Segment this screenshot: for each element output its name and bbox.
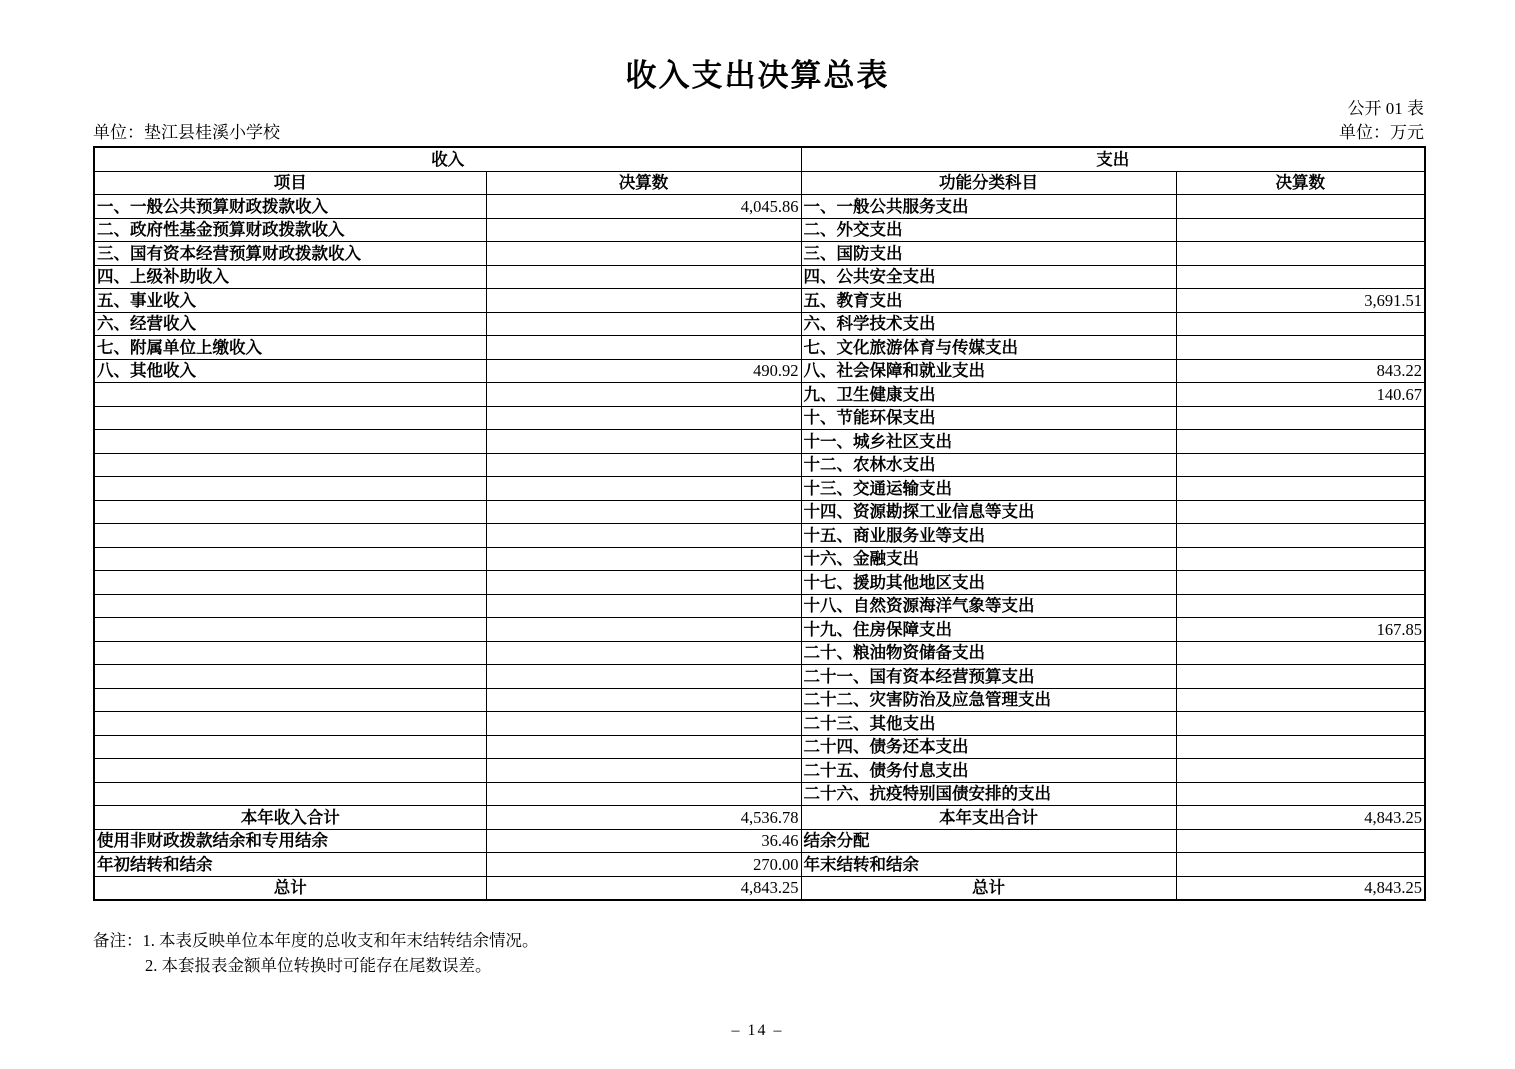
table-row — [94, 383, 1425, 407]
summary-row — [94, 829, 1425, 853]
expense-item-value — [1176, 688, 1425, 712]
income-item-label — [94, 735, 486, 759]
table-row — [94, 712, 1425, 736]
income-item-value — [486, 453, 801, 477]
expense-item-value — [1176, 406, 1425, 430]
table-row — [94, 759, 1425, 783]
expense-item-label: 二、外交支出 — [801, 218, 1176, 242]
col-header-item: 项目 — [94, 171, 486, 195]
income-item-label — [94, 665, 486, 689]
note-line-2 — [93, 953, 539, 978]
summary-right-value — [1176, 853, 1425, 877]
summary-left-label: 本年收入合计 — [94, 806, 486, 830]
section-header-row — [94, 147, 1425, 171]
table-row — [94, 195, 1425, 219]
budget-summary-table — [93, 146, 1426, 901]
col-header-amount: 决算数 — [486, 171, 801, 195]
expense-item-value — [1176, 712, 1425, 736]
income-item-value — [486, 759, 801, 783]
expense-item-value: 167.85 — [1176, 618, 1425, 642]
expense-item-value — [1176, 759, 1425, 783]
expense-item-label: 六、科学技术支出 — [801, 312, 1176, 336]
expense-item-label: 二十三、其他支出 — [801, 712, 1176, 736]
income-item-label: 一、一般公共预算财政拨款收入 — [94, 195, 486, 219]
expense-item-label: 二十六、抗疫特别国债安排的支出 — [801, 782, 1176, 806]
summary-right-value — [1176, 829, 1425, 853]
summary-left-value: 4,536.78 — [486, 806, 801, 830]
summary-right-value: 4,843.25 — [1176, 806, 1425, 830]
doc-number: 公开 01 表 — [1347, 99, 1424, 118]
income-section-header: 收入 — [94, 147, 801, 171]
expense-item-label: 三、国防支出 — [801, 242, 1176, 266]
income-item-label: 八、其他收入 — [94, 359, 486, 383]
income-item-label: 六、经营收入 — [94, 312, 486, 336]
income-item-label: 四、上级补助收入 — [94, 265, 486, 289]
expense-item-label: 七、文化旅游体育与传媒支出 — [801, 336, 1176, 360]
summary-row — [94, 806, 1425, 830]
income-item-value — [486, 641, 801, 665]
table-row — [94, 618, 1425, 642]
table-row — [94, 500, 1425, 524]
expense-item-label: 二十四、债务还本支出 — [801, 735, 1176, 759]
expense-item-label: 十四、资源勘探工业信息等支出 — [801, 500, 1176, 524]
table-row — [94, 594, 1425, 618]
expense-item-label: 二十一、国有资本经营预算支出 — [801, 665, 1176, 689]
expense-item-value — [1176, 453, 1425, 477]
table-row — [94, 782, 1425, 806]
expense-item-label: 十八、自然资源海洋气象等支出 — [801, 594, 1176, 618]
table-row — [94, 477, 1425, 501]
income-item-label — [94, 618, 486, 642]
income-item-label: 三、国有资本经营预算财政拨款收入 — [94, 242, 486, 266]
income-item-label — [94, 782, 486, 806]
table-row — [94, 218, 1425, 242]
expense-item-label: 十七、援助其他地区支出 — [801, 571, 1176, 595]
table-body — [94, 195, 1425, 901]
expense-item-value — [1176, 665, 1425, 689]
table-row — [94, 336, 1425, 360]
expense-item-value: 3,691.51 — [1176, 289, 1425, 313]
income-item-value — [486, 336, 801, 360]
income-item-value — [486, 430, 801, 454]
expense-item-value — [1176, 735, 1425, 759]
income-item-value — [486, 500, 801, 524]
income-item-value — [486, 782, 801, 806]
income-item-value — [486, 688, 801, 712]
income-item-label — [94, 547, 486, 571]
income-item-value — [486, 618, 801, 642]
expense-item-label: 一、一般公共服务支出 — [801, 195, 1176, 219]
page-title: 收入支出决算总表 — [625, 58, 890, 93]
table-row — [94, 547, 1425, 571]
expense-item-value — [1176, 782, 1425, 806]
table-row — [94, 688, 1425, 712]
income-item-label: 二、政府性基金预算财政拨款收入 — [94, 218, 486, 242]
col-header-func: 功能分类科目 — [801, 171, 1176, 195]
expense-item-value — [1176, 500, 1425, 524]
summary-left-value: 36.46 — [486, 829, 801, 853]
income-item-label — [94, 712, 486, 736]
table-row — [94, 453, 1425, 477]
expense-item-value — [1176, 242, 1425, 266]
unit-measure: 单位：万元 — [1339, 123, 1424, 142]
expense-item-value — [1176, 195, 1425, 219]
expense-item-label: 四、公共安全支出 — [801, 265, 1176, 289]
income-item-value: 4,045.86 — [486, 195, 801, 219]
table-row — [94, 406, 1425, 430]
income-item-value — [486, 735, 801, 759]
income-item-value — [486, 524, 801, 548]
table-row — [94, 571, 1425, 595]
income-item-label — [94, 571, 486, 595]
column-header-row — [94, 171, 1425, 195]
income-item-label — [94, 477, 486, 501]
income-item-value — [486, 547, 801, 571]
summary-left-value: 270.00 — [486, 853, 801, 877]
income-item-value — [486, 383, 801, 407]
income-item-label — [94, 430, 486, 454]
income-item-label — [94, 641, 486, 665]
income-item-label — [94, 383, 486, 407]
page-number: – 14 – — [731, 1022, 784, 1039]
expense-item-label: 九、卫生健康支出 — [801, 383, 1176, 407]
notes-label: 备注： — [93, 931, 143, 950]
table-row — [94, 312, 1425, 336]
expense-item-value — [1176, 265, 1425, 289]
table-row — [94, 735, 1425, 759]
summary-row — [94, 853, 1425, 877]
income-item-label — [94, 688, 486, 712]
expense-item-label: 五、教育支出 — [801, 289, 1176, 313]
summary-right-label: 总计 — [801, 876, 1176, 900]
expense-item-label: 十二、农林水支出 — [801, 453, 1176, 477]
income-item-label — [94, 406, 486, 430]
expense-item-label: 十六、金融支出 — [801, 547, 1176, 571]
expense-item-value — [1176, 641, 1425, 665]
income-item-value — [486, 571, 801, 595]
income-item-value — [486, 312, 801, 336]
expense-item-label: 十三、交通运输支出 — [801, 477, 1176, 501]
income-item-value — [486, 218, 801, 242]
income-item-label — [94, 500, 486, 524]
expense-item-label: 十五、商业服务业等支出 — [801, 524, 1176, 548]
expense-item-value: 140.67 — [1176, 383, 1425, 407]
expense-item-value — [1176, 430, 1425, 454]
table-row — [94, 359, 1425, 383]
income-item-label: 七、附属单位上缴收入 — [94, 336, 486, 360]
summary-right-label: 本年支出合计 — [801, 806, 1176, 830]
summary-right-label: 结余分配 — [801, 829, 1176, 853]
expense-item-label: 八、社会保障和就业支出 — [801, 359, 1176, 383]
col-header-amount2: 决算数 — [1176, 171, 1425, 195]
income-item-value: 490.92 — [486, 359, 801, 383]
expense-item-label: 十九、住房保障支出 — [801, 618, 1176, 642]
income-item-value — [486, 242, 801, 266]
income-item-value — [486, 712, 801, 736]
note-line-1 — [93, 928, 539, 953]
expense-item-value — [1176, 312, 1425, 336]
table-row — [94, 665, 1425, 689]
expense-item-value — [1176, 571, 1425, 595]
income-item-label — [94, 524, 486, 548]
table-row — [94, 641, 1425, 665]
expense-item-label: 十一、城乡社区支出 — [801, 430, 1176, 454]
expense-item-value — [1176, 547, 1425, 571]
table-row — [94, 524, 1425, 548]
expense-item-value — [1176, 594, 1425, 618]
notes-block — [93, 928, 539, 978]
summary-right-label: 年末结转和结余 — [801, 853, 1176, 877]
expense-item-label: 二十、粮油物资储备支出 — [801, 641, 1176, 665]
income-item-value — [486, 289, 801, 313]
summary-left-label: 使用非财政拨款结余和专用结余 — [94, 829, 486, 853]
expense-item-value — [1176, 336, 1425, 360]
expense-item-value — [1176, 218, 1425, 242]
income-item-value — [486, 665, 801, 689]
note-text-2: 2. 本套报表金额单位转换时可能存在尾数误差。 — [145, 956, 492, 975]
income-item-label — [94, 453, 486, 477]
table-row — [94, 242, 1425, 266]
income-item-value — [486, 477, 801, 501]
table-row — [94, 430, 1425, 454]
expense-item-value — [1176, 477, 1425, 501]
income-item-label: 五、事业收入 — [94, 289, 486, 313]
summary-left-label: 总计 — [94, 876, 486, 900]
income-item-value — [486, 406, 801, 430]
summary-left-value: 4,843.25 — [486, 876, 801, 900]
income-item-label — [94, 594, 486, 618]
income-item-value — [486, 594, 801, 618]
table-row — [94, 289, 1425, 313]
summary-row — [94, 876, 1425, 900]
unit-name: 单位：垫江县桂溪小学校 — [93, 123, 280, 142]
expense-item-label: 十、节能环保支出 — [801, 406, 1176, 430]
note-text-1: 1. 本表反映单位本年度的总收支和年末结转结余情况。 — [142, 931, 539, 950]
expense-item-value — [1176, 524, 1425, 548]
expense-section-header: 支出 — [801, 147, 1425, 171]
summary-right-value: 4,843.25 — [1176, 876, 1425, 900]
expense-item-label: 二十五、债务付息支出 — [801, 759, 1176, 783]
summary-left-label: 年初结转和结余 — [94, 853, 486, 877]
unit-line — [93, 118, 1424, 143]
income-item-value — [486, 265, 801, 289]
expense-item-value: 843.22 — [1176, 359, 1425, 383]
expense-item-label: 二十二、灾害防治及应急管理支出 — [801, 688, 1176, 712]
income-item-label — [94, 759, 486, 783]
table-row — [94, 265, 1425, 289]
